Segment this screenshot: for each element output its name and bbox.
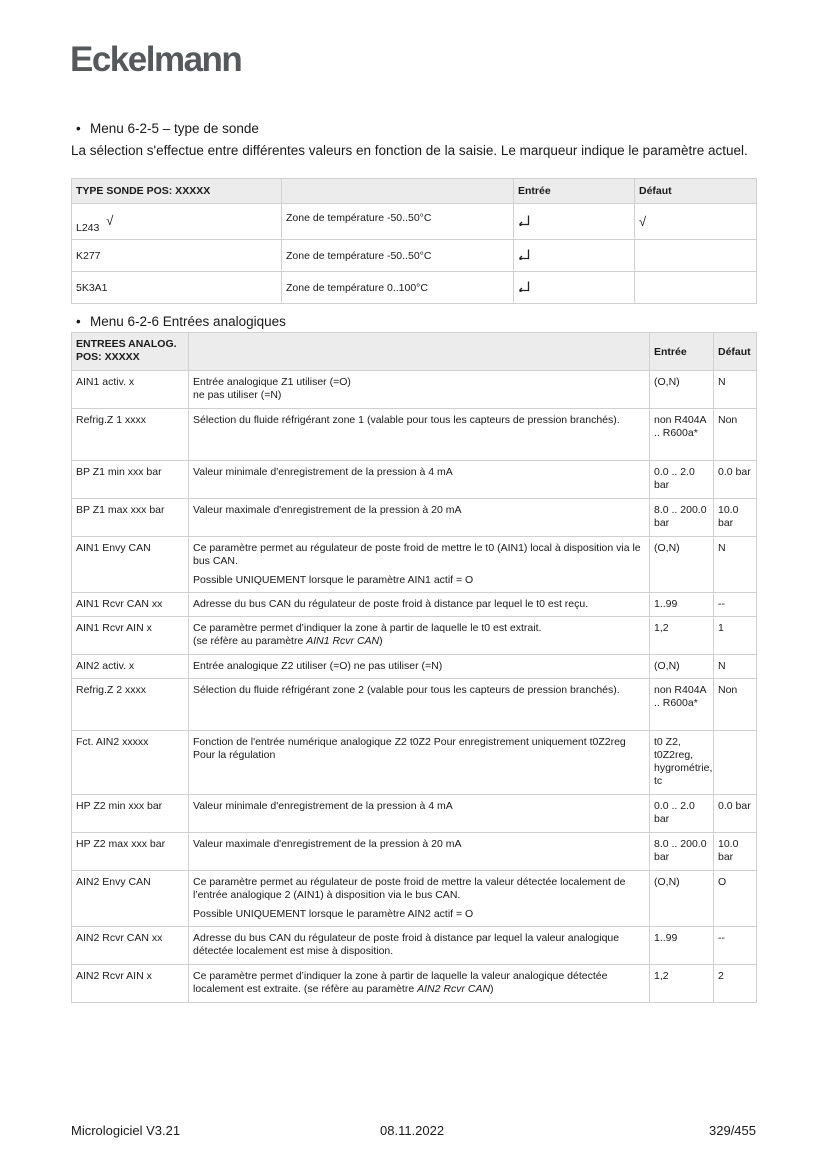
param-desc: Ce paramètre permet d’indiquer la zone à partir de laquelle la valeur analogique détectée localement est extraite. (se réfère au paramètre AIN2 Rcvr CAN) <box>189 965 650 1003</box>
table-row <box>72 617 757 655</box>
param-default: O <box>714 871 757 927</box>
param-entry: 1,2 <box>650 965 714 1003</box>
header-cell: ENTREES ANALOG. POS: XXXXX <box>72 333 189 371</box>
range-cell: Zone de température 0..100°C <box>282 272 514 304</box>
checkmark-icon: √ <box>639 213 647 229</box>
table-row <box>72 204 757 240</box>
param-entry: 1..99 <box>650 593 714 617</box>
sensor-name: K277 <box>72 240 282 272</box>
param-entry: 0.0 .. 2.0 bar <box>650 461 714 499</box>
default-cell <box>635 240 757 272</box>
param-name: AIN1 Rcvr AIN x <box>72 617 189 655</box>
param-desc: Valeur minimale d'enregistrement de la pression à 4 mA <box>189 461 650 499</box>
table-row <box>72 679 757 731</box>
param-default: N <box>714 655 757 679</box>
sensor-name: 5K3A1 <box>72 272 282 304</box>
param-default: 1 <box>714 617 757 655</box>
footer-firmware-version: Micrologiciel V3.21 <box>71 1123 181 1138</box>
header-cell <box>282 179 514 204</box>
sensor-cell <box>72 204 282 240</box>
range-cell: Zone de température -50..50°C <box>282 204 514 240</box>
param-entry: (O,N) <box>650 537 714 593</box>
header-cell: Entrée <box>650 333 714 371</box>
param-name: AIN2 Rcvr AIN x <box>72 965 189 1003</box>
bullet-dot: • <box>76 121 81 136</box>
intro-paragraph: La sélection s'effectue entre différentes valeurs en fonction de la saisie. Le marqueur indique le paramètre actuel. <box>71 143 748 158</box>
enter-key-icon <box>518 215 530 225</box>
param-default: -- <box>714 593 757 617</box>
table-row <box>72 371 757 409</box>
param-default <box>714 731 757 795</box>
table-row <box>72 965 757 1003</box>
param-name: HP Z2 min xxx bar <box>72 795 189 833</box>
param-name: HP Z2 max xxx bar <box>72 833 189 871</box>
range-cell: Zone de température -50..50°C <box>282 240 514 272</box>
param-entry: t0 Z2, t0Z2reg, hygrométrie, tc <box>650 731 714 795</box>
header-cell: Défaut <box>635 179 757 204</box>
param-default: 10.0 bar <box>714 499 757 537</box>
header-cell <box>189 333 650 371</box>
param-name: AIN2 Rcvr CAN xx <box>72 927 189 965</box>
table-row <box>72 240 757 272</box>
param-name: BP Z1 max xxx bar <box>72 499 189 537</box>
param-desc: Entrée analogique Z2 utiliser (=O) ne pas utiliser (=N) <box>189 655 650 679</box>
header-cell: Défaut <box>714 333 757 371</box>
param-desc: Valeur maximale d'enregistrement de la pression à 20 mA <box>189 833 650 871</box>
table-row <box>72 272 757 304</box>
header-cell: Entrée <box>514 179 635 204</box>
param-entry: 8.0 .. 200.0 bar <box>650 833 714 871</box>
param-name: AIN2 Envy CAN <box>72 871 189 927</box>
table-header-row <box>72 179 757 204</box>
param-entry: 8.0 .. 200.0 bar <box>650 499 714 537</box>
table-row <box>72 833 757 871</box>
table-row <box>72 871 757 927</box>
param-name: AIN1 Envy CAN <box>72 537 189 593</box>
param-entry: (O,N) <box>650 371 714 409</box>
bullet-dot: • <box>76 314 81 329</box>
default-cell <box>635 272 757 304</box>
param-name: Fct. AIN2 xxxxx <box>72 731 189 795</box>
param-desc: Sélection du fluide réfrigérant zone 2 (valable pour tous les capteurs de pression branchés). <box>189 679 650 731</box>
table-row <box>72 655 757 679</box>
param-default: Non <box>714 679 757 731</box>
footer-page-number: 329/455 <box>709 1123 756 1138</box>
param-default: N <box>714 537 757 593</box>
enter-cell <box>514 240 635 272</box>
table-row <box>72 927 757 965</box>
param-desc: Adresse du bus CAN du régulateur de poste froid à distance par lequel le t0 est reçu. <box>189 593 650 617</box>
param-name: AIN2 activ. x <box>72 655 189 679</box>
header-cell: TYPE SONDE POS: XXXXX <box>72 179 282 204</box>
param-desc: Ce paramètre permet d’indiquer la zone à partir de laquelle le t0 est extrait. (se réfère au paramètre AIN1 Rcvr CAN) <box>189 617 650 655</box>
checkmark-icon: √ <box>106 213 114 228</box>
param-entry: 0.0 .. 2.0 bar <box>650 795 714 833</box>
enter-cell <box>514 272 635 304</box>
section-title-type-sonde: • Menu 6-2-5 – type de sonde <box>76 121 259 136</box>
param-entry: 1,2 <box>650 617 714 655</box>
table-row <box>72 795 757 833</box>
enter-key-icon <box>518 281 530 291</box>
section-title-entrees-analogiques: • Menu 6-2-6 Entrées analogiques <box>76 314 286 329</box>
table-row <box>72 593 757 617</box>
param-desc: Fonction de l'entrée numérique analogique Z2 t0Z2 Pour enregistrement uniquement t0Z2reg Pour la régulation <box>189 731 650 795</box>
param-entry: (O,N) <box>650 655 714 679</box>
param-default: 0.0 bar <box>714 795 757 833</box>
type-sonde-table <box>71 178 757 304</box>
company-logo: Eckelmann <box>70 40 242 79</box>
table-row <box>72 499 757 537</box>
default-cell <box>635 204 757 240</box>
param-default: -- <box>714 927 757 965</box>
enter-cell <box>514 204 635 240</box>
table-header-row <box>72 333 757 371</box>
param-default: 10.0 bar <box>714 833 757 871</box>
sensor-name: L243 <box>76 222 100 234</box>
param-name: BP Z1 min xxx bar <box>72 461 189 499</box>
param-desc: Sélection du fluide réfrigérant zone 1 (valable pour tous les capteurs de pression branchés). <box>189 409 650 461</box>
param-name: Refrig.Z 1 xxxx <box>72 409 189 461</box>
entrees-analogiques-table <box>71 332 757 1003</box>
param-name: AIN1 Rcvr CAN xx <box>72 593 189 617</box>
param-default: 0.0 bar <box>714 461 757 499</box>
param-desc: Ce paramètre permet au régulateur de poste froid de mettre le t0 (AIN1) local à disposition via le bus CAN. Possible UNIQUEMENT lorsque le paramètre AIN1 actif = O <box>189 537 650 593</box>
param-entry: non R404A .. R600a* <box>650 409 714 461</box>
footer-date: 08.11.2022 <box>380 1123 445 1138</box>
param-default: 2 <box>714 965 757 1003</box>
param-name: Refrig.Z 2 xxxx <box>72 679 189 731</box>
table-row <box>72 537 757 593</box>
param-desc: Adresse du bus CAN du régulateur de poste froid à distance par lequel la valeur analogique détectée localement est mise à disposition. <box>189 927 650 965</box>
table-row <box>72 461 757 499</box>
table-row <box>72 409 757 461</box>
param-entry: 1..99 <box>650 927 714 965</box>
enter-key-icon <box>518 249 530 259</box>
param-desc: Ce paramètre permet au régulateur de poste froid de mettre la valeur détectée localement de l’entrée analogique 2 (AIN1) à disposition via le bus CAN. Possible UNIQUEMENT lorsque le paramètre AIN2 actif = O <box>189 871 650 927</box>
param-desc: Entrée analogique Z1 utiliser (=O) ne pas utiliser (=N) <box>189 371 650 409</box>
param-default: Non <box>714 409 757 461</box>
param-desc: Valeur minimale d'enregistrement de la pression à 4 mA <box>189 795 650 833</box>
param-name: AIN1 activ. x <box>72 371 189 409</box>
param-desc: Valeur maximale d'enregistrement de la pression à 20 mA <box>189 499 650 537</box>
param-entry: (O,N) <box>650 871 714 927</box>
table-row <box>72 731 757 795</box>
param-default: N <box>714 371 757 409</box>
param-entry: non R404A .. R600a* <box>650 679 714 731</box>
